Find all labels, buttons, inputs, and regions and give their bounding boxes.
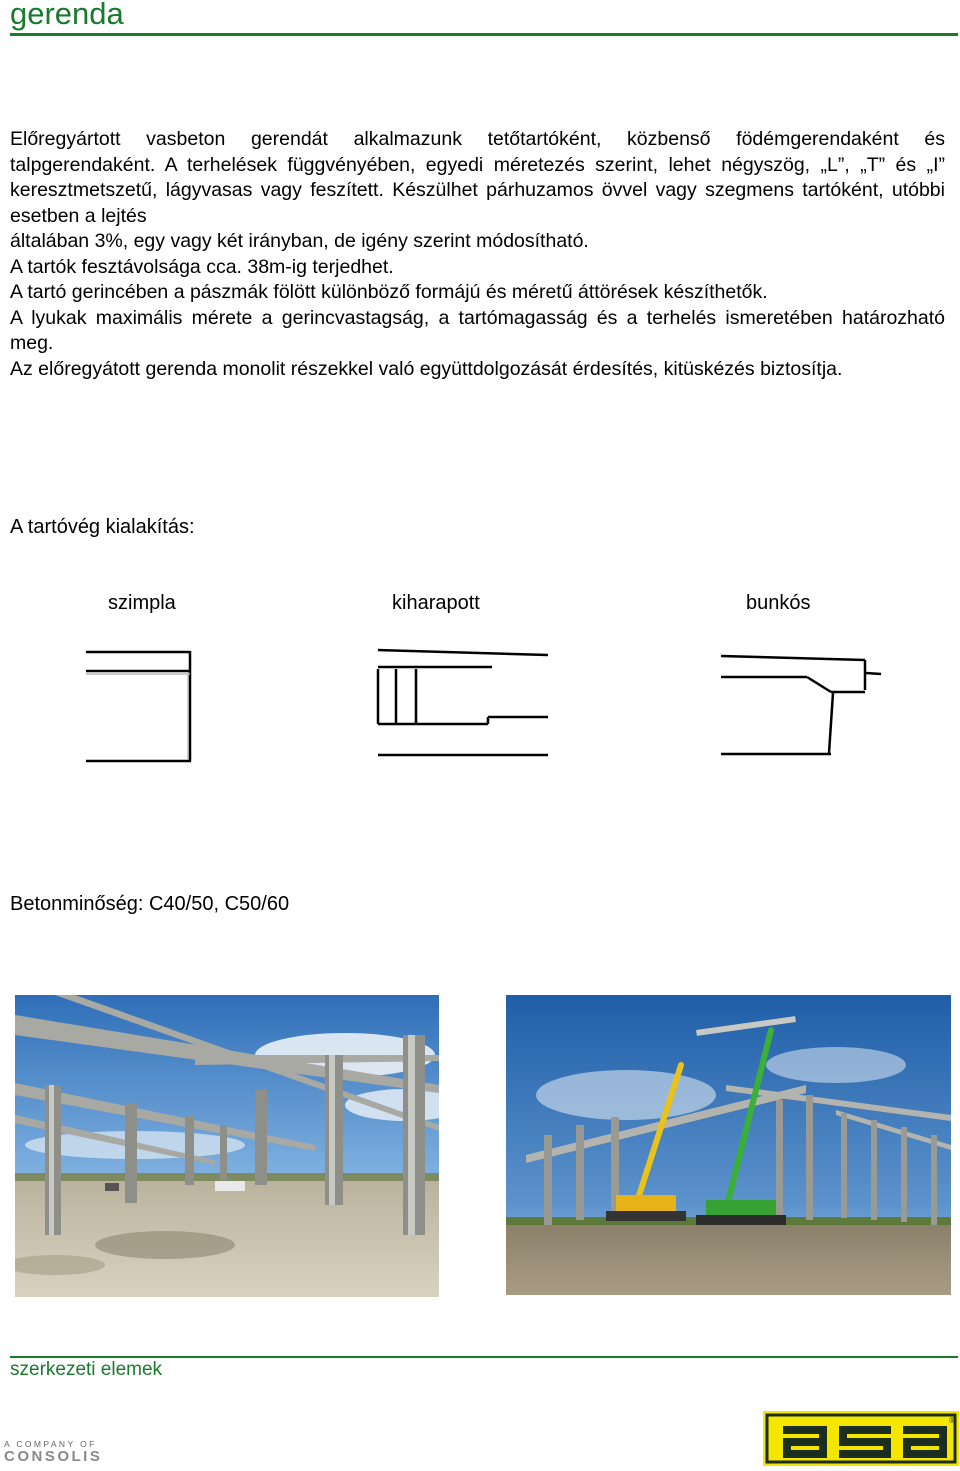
variant-label-bunkos: bunkós: [746, 592, 811, 614]
photo-cranes-lifting-beams: [506, 995, 951, 1295]
intro-paragraph: Előregyártott vasbeton gerendát alkalmazunk tetőtartóként, közbenső födémgerendaként és talpgerendaként. A terhelések függvényében, egyedi méretezés szerint, lehet négyszög, „L”, „T” és „I” keresztmetszetű, lágyvasas vagy feszített. Készülhet párhuzamos övvel vagy szegmens tartóként, utóbbi esetben a lejtés: [10, 128, 945, 227]
footer-section-label: szerkezeti elemek: [10, 1359, 163, 1380]
end-design-heading: A tartóvég kialakítás:: [10, 516, 195, 538]
bunkos-end-drawing: [719, 650, 885, 760]
variant-label-szimpla: szimpla: [108, 592, 176, 614]
page-title: gerenda: [10, 0, 124, 31]
consolis-wordmark: CONSOLIS: [4, 1448, 103, 1465]
intro-paragraph: A tartó gerincében a pászmák fölött különböző formájú és méretű áttörések készíthetők.: [10, 281, 768, 303]
photo-precast-frame-structure: [15, 995, 439, 1297]
intro-paragraph: általában 3%, egy vagy két irányban, de igény szerint módosítható.: [10, 230, 589, 252]
szimpla-end-drawing: [84, 648, 196, 766]
asa-logo: [763, 1411, 959, 1466]
asa-logo-registered-mark: ®: [949, 1416, 955, 1425]
consolis-tagline: A COMPANY OF: [4, 1439, 97, 1449]
header-divider: [10, 33, 958, 36]
footer-divider: [10, 1356, 958, 1358]
intro-paragraph: A lyukak maximális mérete a gerincvastagság, a tartómagasság és a terhelés ismeretében határozható meg.: [10, 306, 945, 354]
intro-paragraph: A tartók fesztávolsága cca. 38m-ig terjedhet.: [10, 255, 394, 278]
kiharapott-end-drawing: [376, 645, 552, 760]
intro-paragraph: Az előregyátott gerenda monolit részekkel való együttdolgozását érdesítés, kitüskézés biztosítja.: [10, 357, 843, 380]
concrete-grade-text: Betonminőség: C40/50, C50/60: [10, 893, 290, 915]
intro-text: [10, 127, 945, 382]
consolis-logo: [4, 1439, 102, 1465]
variant-label-kiharapott: kiharapott: [392, 592, 480, 614]
